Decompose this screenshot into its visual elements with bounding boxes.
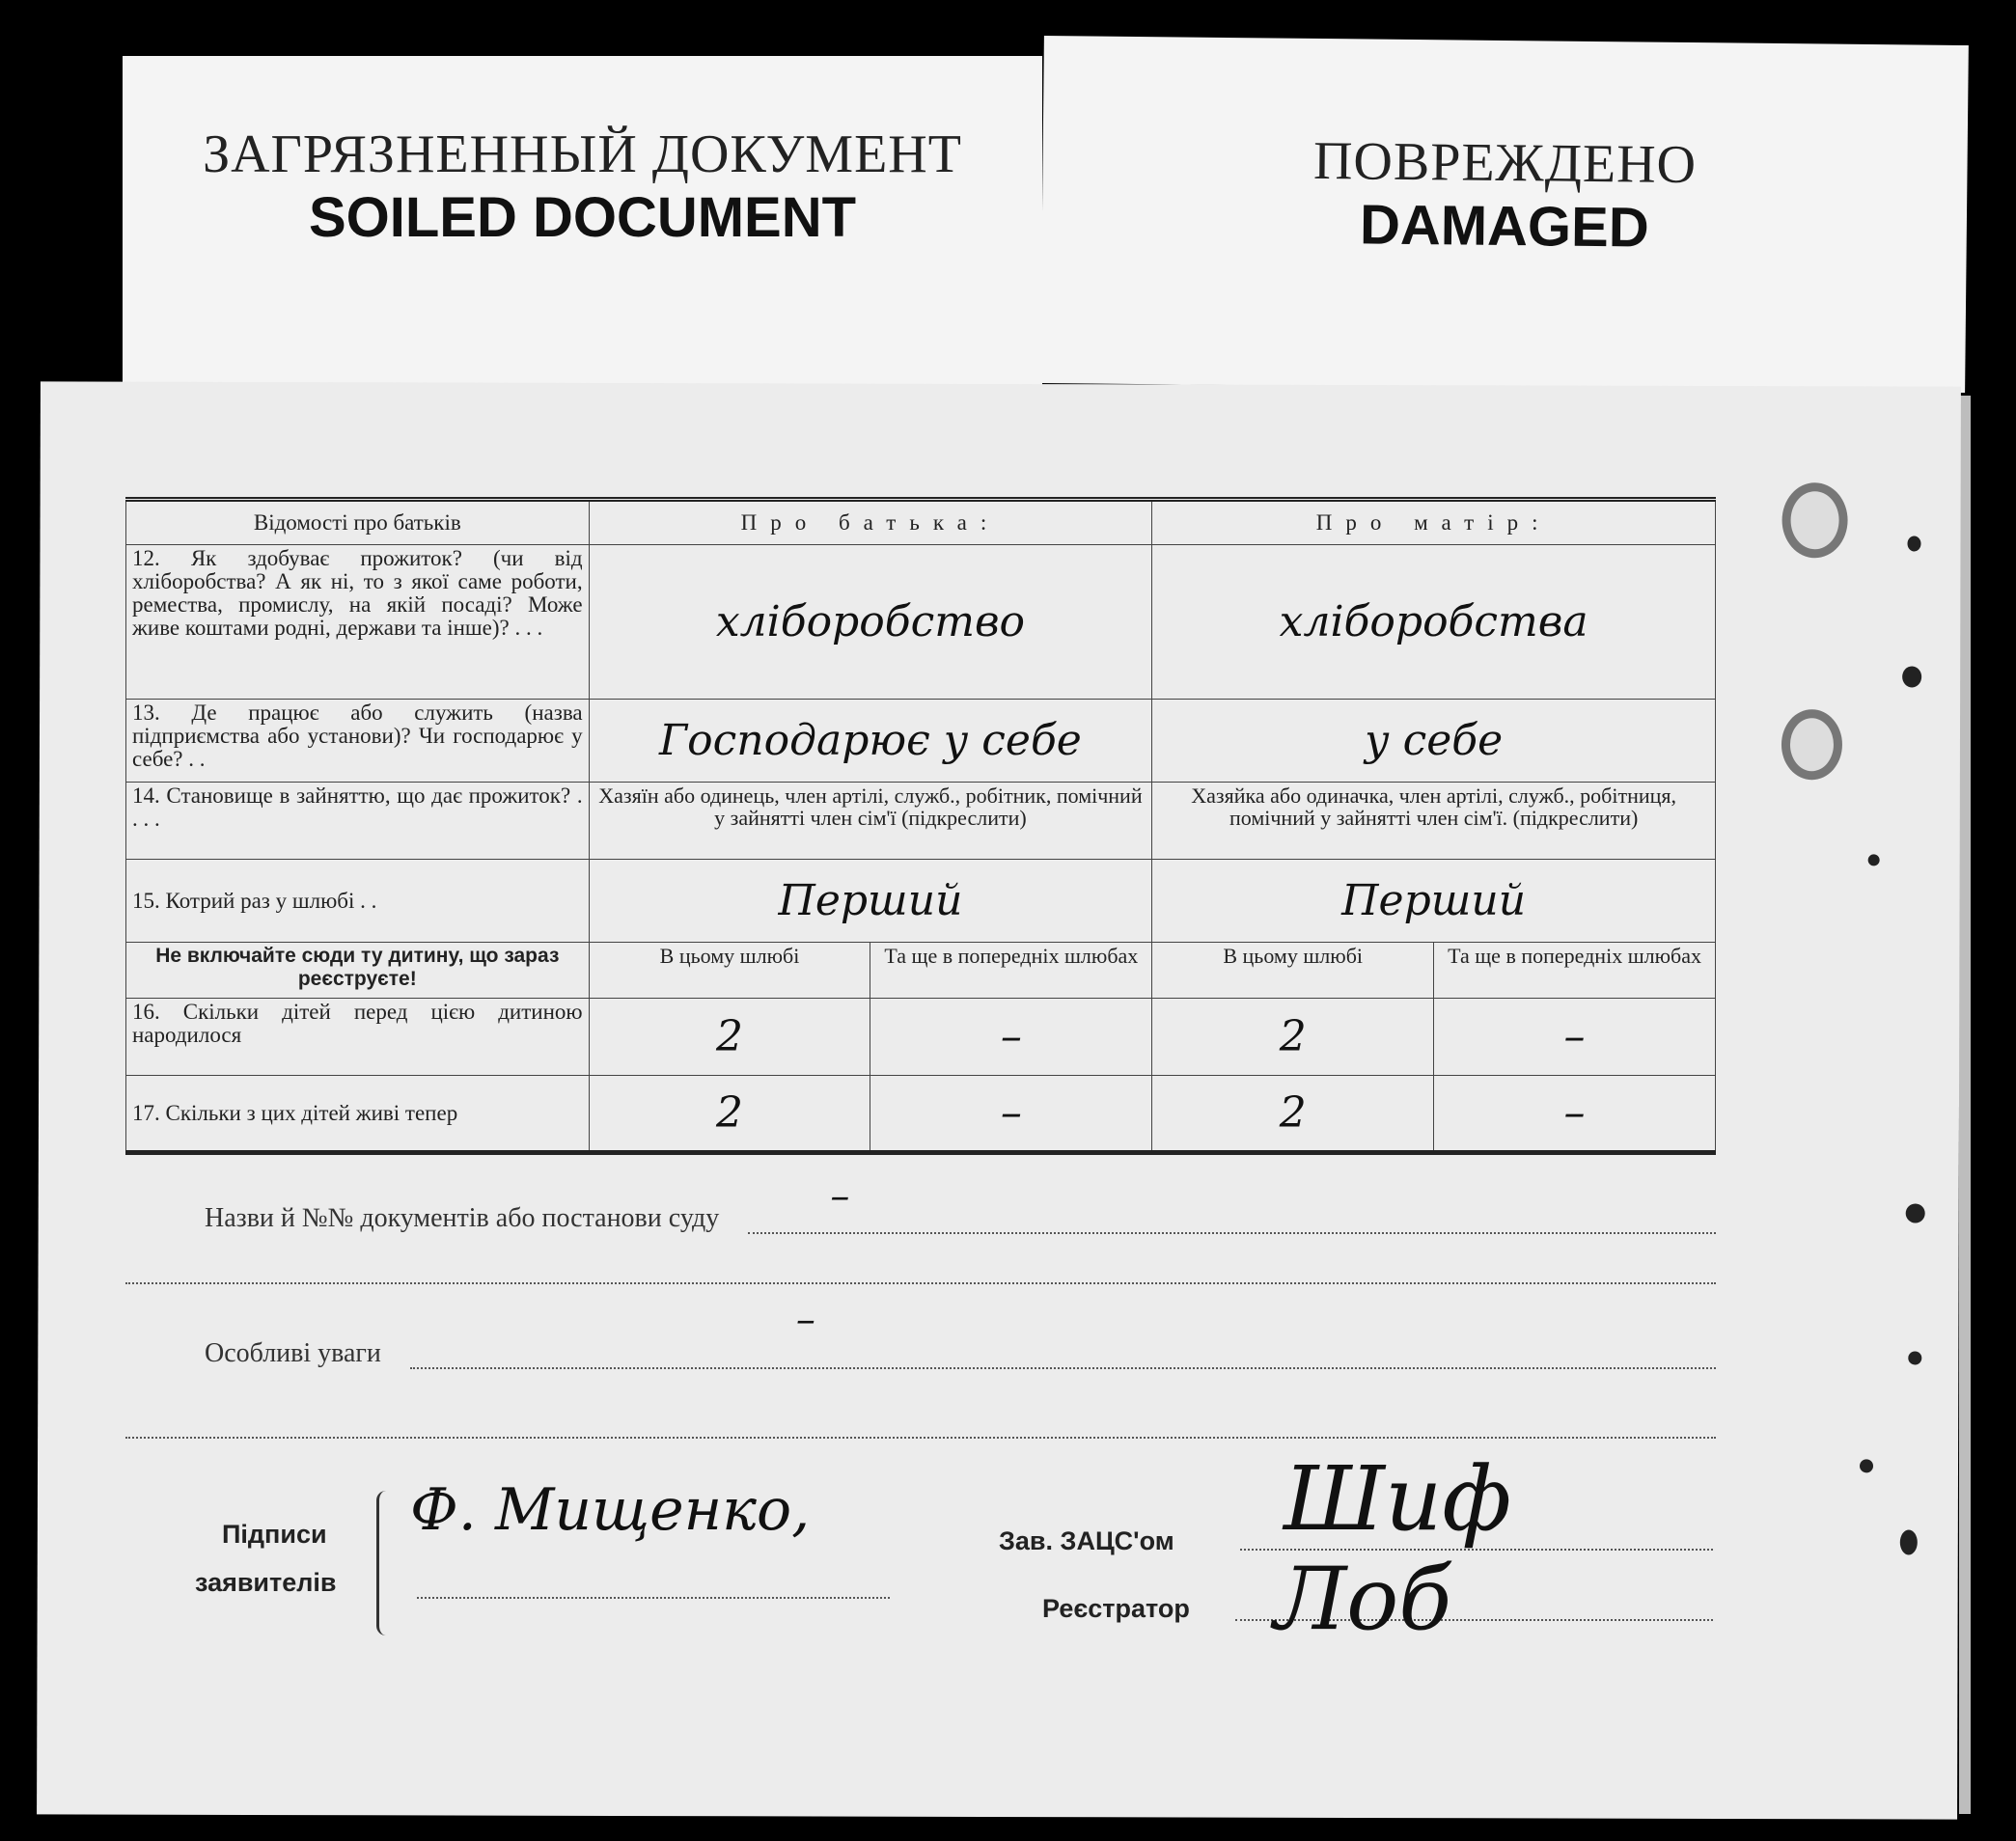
answer-16-father-this: 2 — [589, 999, 870, 1076]
damaged-label — [1040, 36, 1969, 393]
question-17: 17. Скільки з цих дітей живі тепер — [126, 1076, 590, 1153]
header-father: Про батька: — [589, 500, 1152, 545]
answer-12-father: хліборобство — [589, 545, 1152, 700]
registrar-label: Реєстратор — [1042, 1594, 1190, 1623]
damaged-label-ru: ПОВРЕЖДЕНО — [1312, 130, 1698, 196]
answer-17-father-this: 2 — [589, 1076, 870, 1153]
answer-16-mother-prev: – — [1434, 999, 1716, 1076]
header-parents: Відомості про батьків — [126, 500, 590, 545]
question-15: 15. Котрий раз у шлюбі . . — [126, 860, 590, 943]
header-mother: Про матір: — [1152, 500, 1716, 545]
applicants-brace — [376, 1491, 393, 1635]
answer-16-father-prev: – — [870, 999, 1152, 1076]
answer-15-father: Перший — [589, 860, 1152, 943]
answer-13-father: Господарює у себе — [589, 700, 1152, 783]
notes-value: – — [795, 1298, 815, 1342]
documents-value: – — [830, 1174, 850, 1219]
table-row — [126, 1076, 1716, 1153]
notes-label: Особливі уваги — [205, 1338, 381, 1368]
answer-14-father: Хазяїн або одинець, член артілі, служб., робітник, помічний у зайнятті член сім'ї (підкреслити) — [589, 783, 1152, 860]
documents-line — [125, 1174, 1716, 1284]
documents-extra-line — [125, 1282, 1716, 1284]
question-12: 12. Як здобуває прожиток? (чи від хліборобства? А як ні, то з якої саме роботи, ремества, промислу, на якій посаді? Може живе коштами родні, держави та інше)? . . . — [126, 545, 590, 700]
table-row — [126, 860, 1716, 943]
punch-hole — [1908, 1351, 1921, 1364]
answer-13-mother: у себе — [1152, 700, 1716, 783]
answer-14-mother: Хазяйка або одиначка, член артілі, служб., робітниця, помічний у зайнятті член сім'ї. (підкреслити) — [1152, 783, 1716, 860]
answer-15-mother: Перший — [1152, 860, 1716, 943]
mother-prev-marriages: Та ще в попередніх шлюбах — [1434, 943, 1716, 999]
damaged-label-en: DAMAGED — [1359, 193, 1650, 260]
punch-hole — [1902, 666, 1921, 687]
applicant-signature-line — [417, 1597, 890, 1599]
punch-hole — [1906, 1203, 1925, 1223]
binding-ring — [1781, 482, 1847, 558]
table-header-row — [126, 500, 1716, 545]
answer-12-mother: хліборобства — [1152, 545, 1716, 700]
soiled-label-ru: ЗАГРЯЗНЕННЫЙ ДОКУМЕНТ — [203, 124, 962, 184]
page-edge — [1959, 396, 1971, 1814]
answer-17-father-prev: – — [870, 1076, 1152, 1153]
documents-field — [748, 1174, 1716, 1234]
answer-17-mother-prev: – — [1434, 1076, 1716, 1153]
parents-info-table — [125, 497, 1716, 1155]
notes-extra-line — [125, 1437, 1716, 1439]
punch-hole — [1900, 1529, 1918, 1554]
punch-hole — [1868, 854, 1880, 866]
applicant-signature: Ф. Мищенко, — [410, 1476, 811, 1544]
table-row — [126, 700, 1716, 783]
father-this-marriage: В цьому шлюбі — [589, 943, 870, 999]
question-16: 16. Скільки дітей перед цією дитиною народилося — [126, 999, 590, 1076]
registry-head-signature: Шиф — [1284, 1447, 1512, 1551]
applicants-label-2: заявителів — [195, 1568, 337, 1597]
punch-hole — [1860, 1459, 1873, 1472]
question-13: 13. Де працює або служить (назва підприємства або установи)? Чи господарює у себе? . . — [126, 700, 590, 783]
soiled-label-en: SOILED DOCUMENT — [308, 186, 857, 249]
punch-hole — [1907, 536, 1920, 551]
registry-head-label: Зав. ЗАЦС'ом — [999, 1526, 1174, 1555]
answer-16-mother-this: 2 — [1152, 999, 1434, 1076]
soiled-document-label — [123, 56, 1042, 389]
table-row — [126, 545, 1716, 700]
table-row — [126, 783, 1716, 860]
notes-line — [125, 1298, 1716, 1439]
notes-field — [410, 1298, 1716, 1369]
applicants-label: Підписи — [222, 1520, 327, 1549]
registrar-signature: Лоб — [1274, 1549, 1452, 1650]
binding-ring — [1781, 709, 1842, 780]
table-row — [126, 943, 1716, 999]
mother-this-marriage: В цьому шлюбі — [1152, 943, 1434, 999]
father-prev-marriages: Та ще в попередніх шлюбах — [870, 943, 1152, 999]
table-row — [126, 999, 1716, 1076]
answer-17-mother-this: 2 — [1152, 1076, 1434, 1153]
question-14: 14. Становище в зайняттю, що дає прожиток? . . . . — [126, 783, 590, 860]
documents-label: Назви й №№ документів або постанови суду — [205, 1203, 720, 1233]
exclude-child-warning: Не включайте сюди ту дитину, що зараз реєструєте! — [126, 943, 590, 999]
